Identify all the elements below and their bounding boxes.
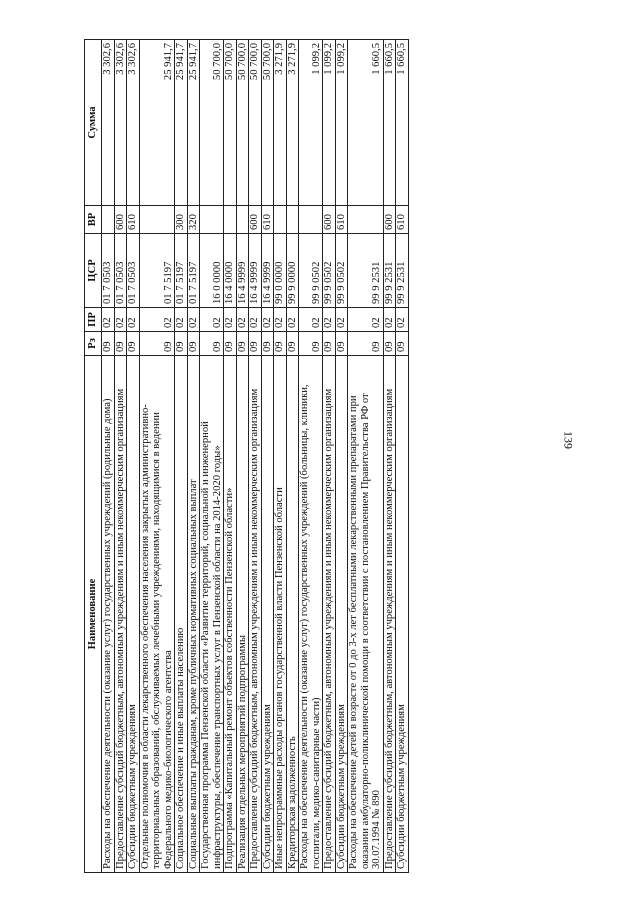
table-body: [102, 40, 409, 873]
cell-name: Государственная программа Пензенской области «Развитие территорий, социальной и инженерной инфраструктуры, обеспечение транспортных услуг в Пензенской области на 2014-2020 годы»: [200, 356, 224, 873]
cell-rz: 09: [274, 332, 287, 356]
cell-vr: [200, 206, 224, 234]
cell-sum: 1 099,2: [323, 40, 336, 206]
cell-rz: 09: [175, 332, 188, 356]
rotated-budget-table-wrapper: [84, 40, 554, 873]
cell-name: Подпрограмма «Капитальный ремонт объектов собственности Пензенской области»: [224, 356, 237, 873]
cell-sum: 50 700,0: [200, 40, 224, 206]
cell-name: Расходы на обеспечение детей в возрасте от 0 до 3-х лет бесплатными лекарственными препаратами при оказании амбулаторно-поликлинической помощи в соответствии с постановлением Правительства РФ от 30.07.1994 № 890: [348, 356, 384, 873]
table-row: [102, 40, 115, 873]
cell-rz: 09: [224, 332, 237, 356]
table-row: [299, 40, 323, 873]
cell-rz: 09: [348, 332, 384, 356]
cell-rz: 09: [249, 332, 262, 356]
cell-pr: 02: [114, 308, 127, 332]
cell-vr: 610: [335, 206, 348, 234]
cell-rz: 09: [187, 332, 200, 356]
header-pr: ПР: [85, 308, 102, 332]
cell-rz: 09: [114, 332, 127, 356]
cell-name: Предоставление субсидий бюджетным, автономным учреждениям и иным некоммерческим организациям: [323, 356, 336, 873]
cell-pr: 02: [261, 308, 274, 332]
cell-name: Субсидии бюджетным учреждениям: [396, 356, 409, 873]
header-sum: Сумма: [85, 40, 102, 206]
cell-name: Расходы на обеспечение деятельности (оказание услуг) государственных учреждений (больницы, клиники, госпитали, медико-санитарные части): [299, 356, 323, 873]
cell-csr: 99 9 0502: [323, 234, 336, 308]
cell-rz: 09: [261, 332, 274, 356]
cell-vr: [274, 206, 287, 234]
cell-csr: 99 9 2531: [396, 234, 409, 308]
budget-table: [84, 39, 409, 873]
cell-vr: 610: [261, 206, 274, 234]
cell-rz: 09: [236, 332, 249, 356]
page-number: 139: [561, 431, 576, 449]
cell-rz: 09: [127, 332, 140, 356]
cell-pr: 02: [383, 308, 396, 332]
cell-sum: 1 099,2: [299, 40, 323, 206]
header-name: Наименование: [85, 356, 102, 873]
cell-rz: 09: [383, 332, 396, 356]
table-row: [335, 40, 348, 873]
cell-pr: 02: [200, 308, 224, 332]
table-row: [187, 40, 200, 873]
cell-rz: 09: [102, 332, 115, 356]
table-row: [175, 40, 188, 873]
cell-pr: 02: [127, 308, 140, 332]
cell-name: Отдельные полномочия в области лекарственного обеспечения населения закрытых административно-территориальных образований, обслуживаемых лечебными учреждениями, находящимися в ведении Федерального медико-биологического агентства: [139, 356, 175, 873]
cell-csr: 01 7 0503: [127, 234, 140, 308]
cell-rz: 09: [396, 332, 409, 356]
cell-csr: 99 9 0000: [286, 234, 299, 308]
cell-pr: 02: [335, 308, 348, 332]
table-row: [348, 40, 384, 873]
table-row: [323, 40, 336, 873]
header-csr: ЦСР: [85, 234, 102, 308]
cell-sum: 25 941,7: [187, 40, 200, 206]
cell-pr: 02: [139, 308, 175, 332]
cell-csr: 99 9 0502: [299, 234, 323, 308]
cell-csr: 99 9 2531: [383, 234, 396, 308]
cell-csr: 99 9 0502: [335, 234, 348, 308]
cell-rz: 09: [139, 332, 175, 356]
cell-name: Социальное обеспечение и иные выплаты населению: [175, 356, 188, 873]
cell-sum: 50 700,0: [261, 40, 274, 206]
cell-name: Предоставление субсидий бюджетным, автономным учреждениям и иным некоммерческим организациям: [249, 356, 262, 873]
cell-csr: 01 7 5197: [139, 234, 175, 308]
table-row: [396, 40, 409, 873]
cell-csr: 01 7 0503: [114, 234, 127, 308]
cell-rz: 09: [286, 332, 299, 356]
cell-csr: 16 4 0000: [224, 234, 237, 308]
table-row: [274, 40, 287, 873]
table-row: [236, 40, 249, 873]
cell-name: Предоставление субсидий бюджетным, автономным учреждениям и иным некоммерческим организациям: [383, 356, 396, 873]
cell-sum: 50 700,0: [236, 40, 249, 206]
cell-vr: 300: [175, 206, 188, 234]
cell-pr: 02: [323, 308, 336, 332]
cell-pr: 02: [175, 308, 188, 332]
cell-pr: 02: [102, 308, 115, 332]
table-header-row: [85, 40, 102, 873]
cell-name: Предоставление субсидий бюджетным, автономным учреждениям и иным некоммерческим организациям: [114, 356, 127, 873]
cell-sum: 50 700,0: [224, 40, 237, 206]
table-row: [383, 40, 396, 873]
cell-name: Реализация отдельных мероприятий подпрограммы: [236, 356, 249, 873]
cell-pr: 02: [286, 308, 299, 332]
cell-rz: 09: [299, 332, 323, 356]
cell-vr: 320: [187, 206, 200, 234]
cell-vr: 600: [249, 206, 262, 234]
cell-csr: 16 4 9999: [261, 234, 274, 308]
cell-rz: 09: [335, 332, 348, 356]
cell-name: Расходы на обеспечение деятельности (оказание услуг) государственных учреждений (родильные дома): [102, 356, 115, 873]
cell-sum: 3 302,6: [102, 40, 115, 206]
cell-pr: 02: [224, 308, 237, 332]
table-row: [139, 40, 175, 873]
cell-sum: 25 941,7: [175, 40, 188, 206]
cell-name: Субсидии бюджетным учреждениям: [127, 356, 140, 873]
cell-csr: 16 0 0000: [200, 234, 224, 308]
cell-sum: 3 302,6: [114, 40, 127, 206]
cell-sum: 1 099,2: [335, 40, 348, 206]
header-rz: Рз: [85, 332, 102, 356]
cell-name: Субсидии бюджетным учреждениям: [335, 356, 348, 873]
cell-name: Субсидии бюджетным учреждениям: [261, 356, 274, 873]
cell-csr: 01 7 5197: [175, 234, 188, 308]
cell-csr: 16 4 9999: [236, 234, 249, 308]
cell-sum: 1 660,5: [383, 40, 396, 206]
cell-vr: [224, 206, 237, 234]
cell-sum: 1 660,5: [396, 40, 409, 206]
cell-pr: 02: [348, 308, 384, 332]
cell-vr: [299, 206, 323, 234]
cell-vr: [348, 206, 384, 234]
cell-sum: 3 271,9: [274, 40, 287, 206]
table-row: [261, 40, 274, 873]
cell-sum: 3 302,6: [127, 40, 140, 206]
cell-vr: [236, 206, 249, 234]
cell-vr: [102, 206, 115, 234]
header-vr: ВР: [85, 206, 102, 234]
cell-sum: 1 660,5: [348, 40, 384, 206]
table-row: [114, 40, 127, 873]
table-row: [286, 40, 299, 873]
cell-sum: 3 271,9: [286, 40, 299, 206]
cell-pr: 02: [274, 308, 287, 332]
cell-vr: [286, 206, 299, 234]
cell-csr: 99 9 2531: [348, 234, 384, 308]
cell-vr: [139, 206, 175, 234]
cell-sum: 50 700,0: [249, 40, 262, 206]
cell-vr: 600: [323, 206, 336, 234]
cell-pr: 02: [187, 308, 200, 332]
cell-csr: 16 4 9999: [249, 234, 262, 308]
cell-csr: 01 7 5197: [187, 234, 200, 308]
cell-pr: 02: [299, 308, 323, 332]
cell-rz: 09: [323, 332, 336, 356]
cell-pr: 02: [249, 308, 262, 332]
cell-vr: 600: [383, 206, 396, 234]
cell-sum: 25 941,7: [139, 40, 175, 206]
cell-name: Иные непрограммные расходы органов государственной власти Пензенской области: [274, 356, 287, 873]
cell-pr: 02: [236, 308, 249, 332]
cell-rz: 09: [200, 332, 224, 356]
table-row: [224, 40, 237, 873]
cell-csr: 99 0 0000: [274, 234, 287, 308]
table-row: [249, 40, 262, 873]
cell-vr: 610: [127, 206, 140, 234]
table-row: [127, 40, 140, 873]
cell-csr: 01 7 0503: [102, 234, 115, 308]
cell-vr: 610: [396, 206, 409, 234]
cell-vr: 600: [114, 206, 127, 234]
table-row: [200, 40, 224, 873]
cell-name: Кредиторская задолженность: [286, 356, 299, 873]
cell-pr: 02: [396, 308, 409, 332]
cell-name: Социальные выплаты гражданам, кроме публичных нормативных социальных выплат: [187, 356, 200, 873]
